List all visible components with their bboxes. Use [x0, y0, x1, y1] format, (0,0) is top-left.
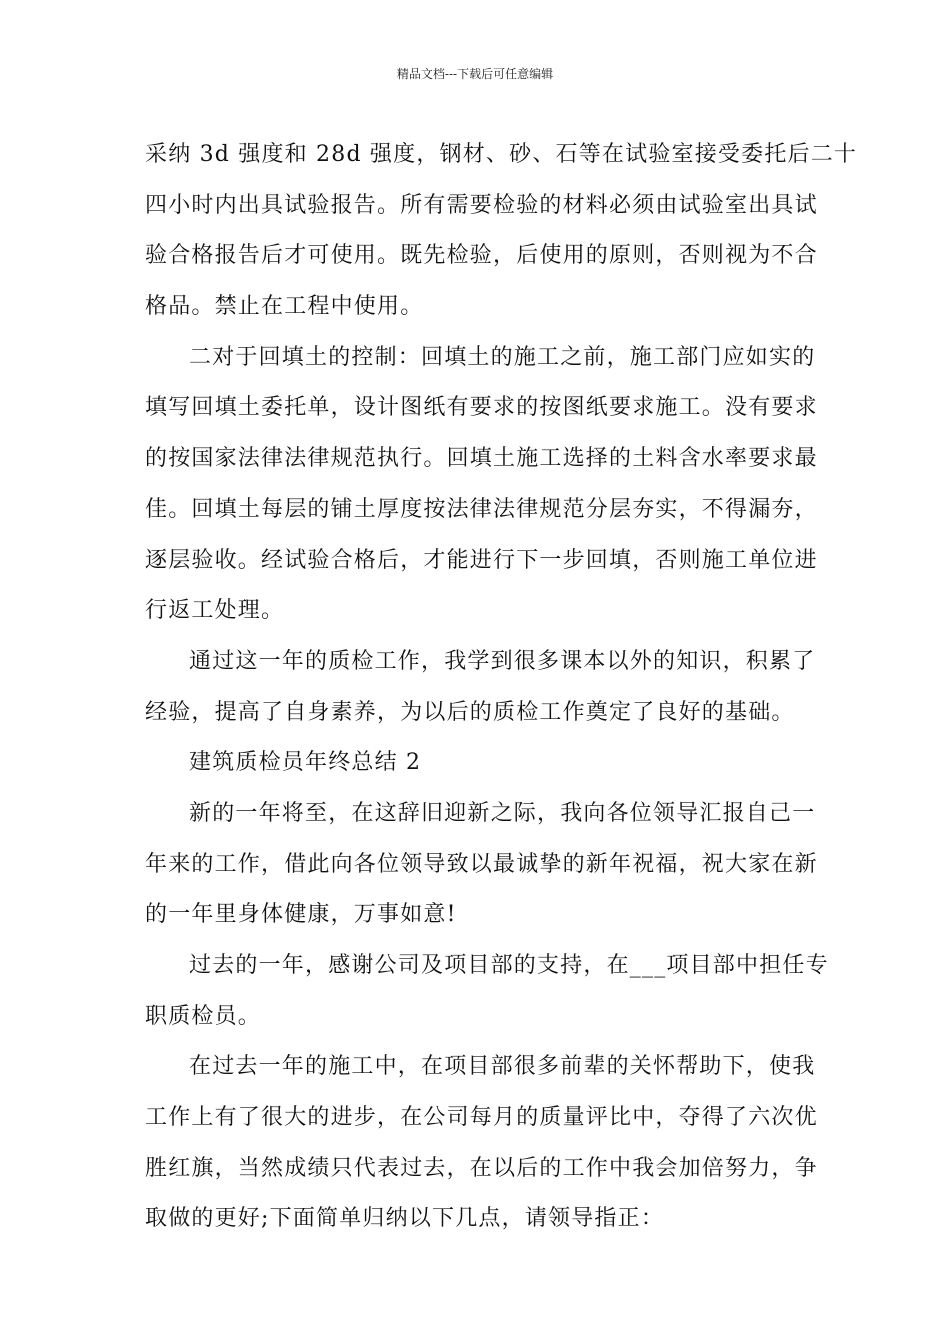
text-line: 胜红旗，当然成绩只代表过去，在以后的工作中我会加倍努力，争	[145, 1155, 818, 1181]
document-body	[145, 130, 858, 1245]
paragraph-start-line: 通过这一年的质检工作，我学到很多课本以外的知识，积累了	[189, 648, 816, 674]
text-line: 年来的工作，借此向各位领导致以最诚挚的新年祝福，祝大家在新	[145, 851, 818, 877]
text-line: 的一年里身体健康，万事如意!	[145, 902, 457, 928]
paragraph-start-line: 新的一年将至，在这辞旧迎新之际，我向各位领导汇报自己一	[189, 800, 816, 826]
text-line: 四小时内出具试验报告。所有需要检验的材料必须由试验室出具试	[145, 192, 818, 218]
text-line: 行返工处理。	[145, 598, 285, 624]
text-line: 的按国家法律法律规范执行。回填土施工选择的土料含水率要求最	[145, 446, 818, 472]
section-heading: 建筑质检员年终总结 2	[189, 750, 422, 776]
text-line: 填写回填土委托单，设计图纸有要求的按图纸要求施工。没有要求	[145, 395, 818, 421]
paragraph-start-line: 过去的一年，感谢公司及项目部的支持，在___项目部中担任专	[189, 953, 829, 978]
text-line: 职质检员。	[145, 1003, 262, 1029]
text-line: 采纳 3d 强度和 28d 强度，钢材、砂、石等在试验室接受委托后二十	[145, 142, 858, 167]
text-line: 经验，提高了自身素养，为以后的质检工作奠定了良好的基础。	[145, 699, 795, 725]
text-line: 格品。禁止在工程中使用。	[145, 294, 424, 320]
text-line: 取做的更好;下面简单归纳以下几点，请领导指正：	[145, 1206, 665, 1232]
text-line: 工作上有了很大的进步，在公司每月的质量评比中，夺得了六次优	[145, 1105, 818, 1131]
text-line: 验合格报告后才可使用。既先检验，后使用的原则，否则视为不合	[145, 243, 818, 269]
text-line: 逐层验收。经试验合格后，才能进行下一步回填，否则施工单位进	[145, 547, 818, 573]
text-line: 佳。回填土每层的铺土厚度按法律法律规范分层夯实，不得漏夯，	[145, 496, 818, 522]
paragraph-start-line: 在过去一年的施工中，在项目部很多前辈的关怀帮助下，使我	[189, 1054, 816, 1080]
page-header: 精品文档---下载后可任意编辑	[396, 67, 554, 81]
paragraph-start-line: 二对于回填土的控制：回填土的施工之前，施工部门应如实的	[189, 344, 816, 370]
